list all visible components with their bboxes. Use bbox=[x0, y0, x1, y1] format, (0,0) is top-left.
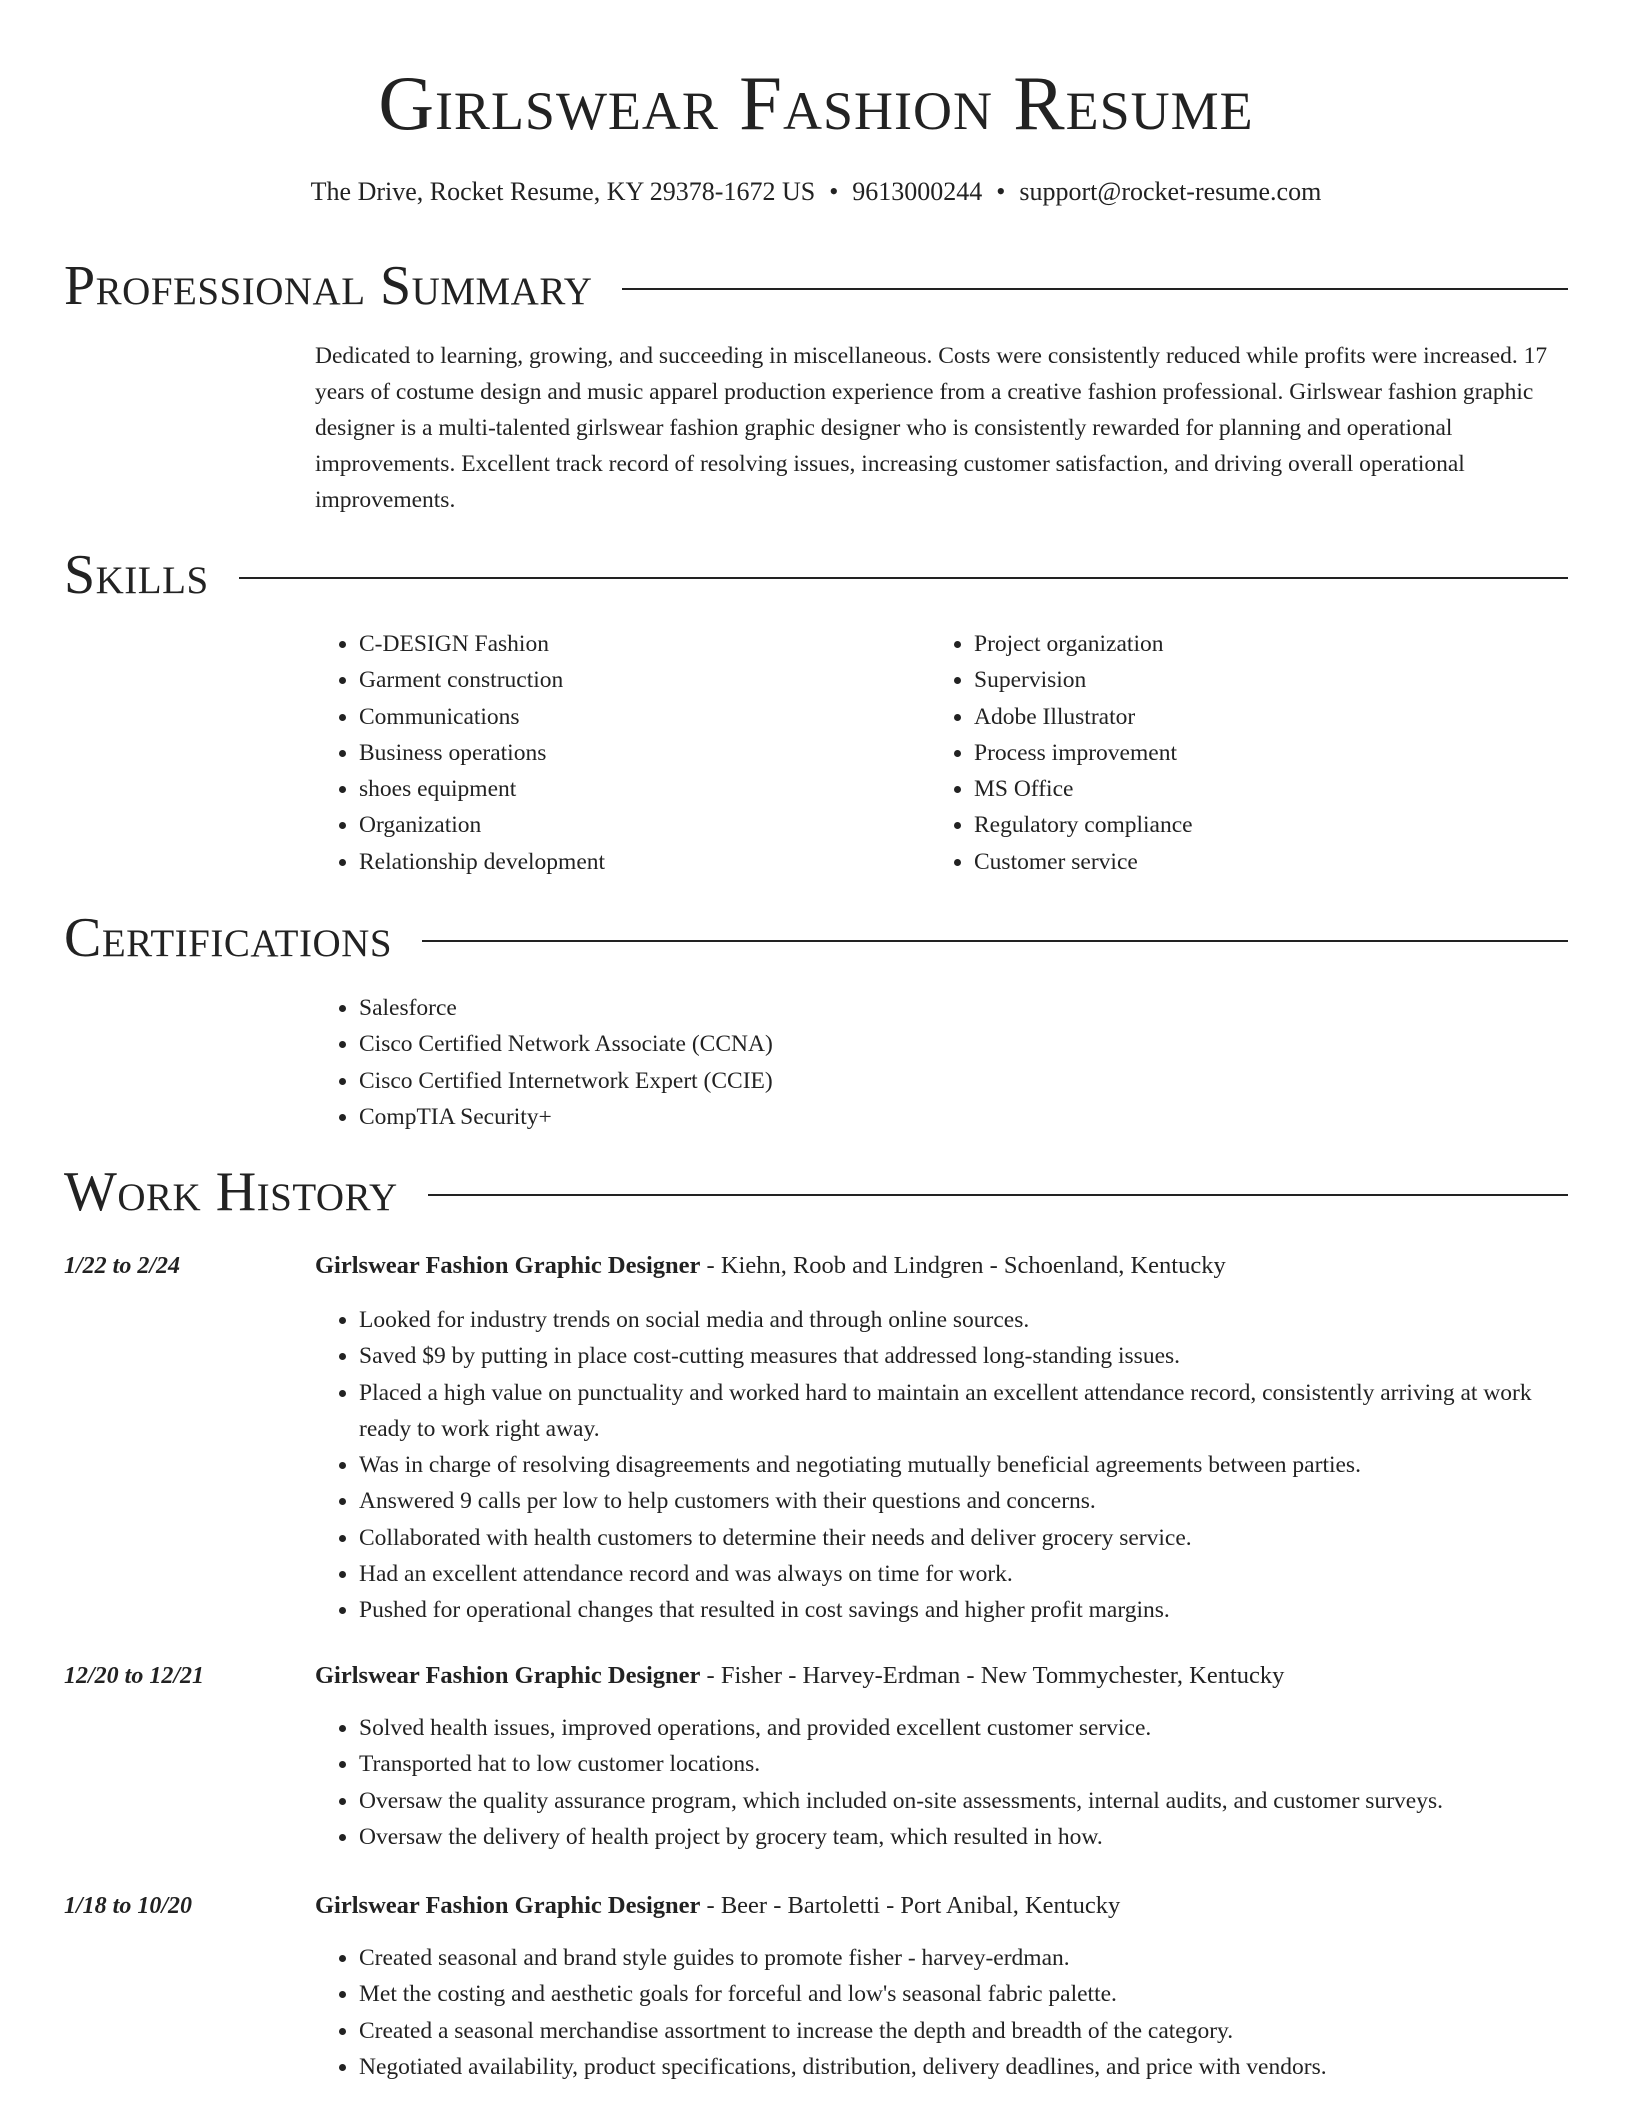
address: The Drive, Rocket Resume, KY 29378-1672 US bbox=[310, 177, 816, 206]
section-header-work-history bbox=[64, 1160, 1568, 1224]
skills-column-left bbox=[315, 626, 605, 880]
certification-item: • Cisco Certified Network Associate (CCNA) bbox=[359, 1026, 773, 1062]
job-bullet: • Was in charge of resolving disagreements and negotiating mutually beneficial agreements between parties. bbox=[359, 1447, 1575, 1483]
contact-line bbox=[0, 174, 1632, 210]
section-divider bbox=[428, 1194, 1568, 1196]
skill-item: • Communications bbox=[359, 699, 605, 735]
job-heading bbox=[315, 1888, 1575, 1924]
separator-dot: • bbox=[996, 177, 1006, 206]
section-header-summary bbox=[64, 254, 1568, 318]
section-title-skills: Skills bbox=[64, 544, 209, 606]
skill-item: • Organization bbox=[359, 807, 605, 843]
skill-item: • Customer service bbox=[974, 844, 1193, 880]
job-bullet: • Answered 9 calls per low to help customers with their questions and concerns. bbox=[359, 1483, 1575, 1519]
job-bullet: • Collaborated with health customers to determine their needs and deliver grocery service. bbox=[359, 1520, 1575, 1556]
job-bullet: • Saved $9 by putting in place cost-cutting measures that addressed long-standing issues. bbox=[359, 1338, 1575, 1374]
section-header-certifications bbox=[64, 906, 1568, 970]
skill-item: • Project organization bbox=[974, 626, 1193, 662]
job-dates: 12/20 to 12/21 bbox=[64, 1663, 205, 1689]
job-bullet: • Placed a high value on punctuality and worked hard to maintain an excellent attendance record, consistently arriving at work ready to work right away. bbox=[359, 1375, 1575, 1448]
section-title-certifications: Certifications bbox=[64, 907, 393, 969]
skill-item: • Relationship development bbox=[359, 844, 605, 880]
skill-item: • Adobe Illustrator bbox=[974, 699, 1193, 735]
section-title-summary: Professional Summary bbox=[64, 255, 593, 317]
skill-item: • Process improvement bbox=[974, 735, 1193, 771]
certifications-list bbox=[315, 990, 773, 1135]
summary-text: Dedicated to learning, growing, and succeeding in miscellaneous. Costs were consistently reduced while profits were increased. 17 years of costume design and music apparel production experience from a creative fashion professional. Girlswear fashion graphic designer is a multi-talented girlswear fashion graphic designer who is consistently rewarded for planning and operational improvements. Excellent track record of resolving issues, increasing customer satisfaction, and driving overall operational improvements. bbox=[315, 343, 1548, 513]
job-employer: - Kiehn, Roob and Lindgren - Schoenland, Kentucky bbox=[700, 1252, 1226, 1279]
skill-item: • C-DESIGN Fashion bbox=[359, 626, 605, 662]
job-bullet: • Met the costing and aesthetic goals for forceful and low's seasonal fabric palette. bbox=[359, 1976, 1575, 2012]
certification-item: • Salesforce bbox=[359, 990, 773, 1026]
job-bullet: • Created seasonal and brand style guides to promote fisher - harvey-erdman. bbox=[359, 1940, 1575, 1976]
job-heading bbox=[315, 1658, 1575, 1694]
skill-item: • Supervision bbox=[974, 662, 1193, 698]
certification-item: • Cisco Certified Internetwork Expert (CCIE) bbox=[359, 1063, 773, 1099]
email: support@rocket-resume.com bbox=[1019, 177, 1322, 206]
job-bullet: • Solved health issues, improved operations, and provided excellent customer service. bbox=[359, 1710, 1575, 1746]
job-role: Girlswear Fashion Graphic Designer bbox=[315, 1252, 701, 1279]
skill-item: • Regulatory compliance bbox=[974, 807, 1193, 843]
job-bullet: • Looked for industry trends on social media and through online sources. bbox=[359, 1302, 1575, 1338]
job-role: Girlswear Fashion Graphic Designer bbox=[315, 1892, 701, 1919]
job-bullets bbox=[315, 1710, 1575, 1855]
section-title-work-history: Work History bbox=[64, 1161, 398, 1223]
separator-dot: • bbox=[829, 177, 839, 206]
skill-item: • Garment construction bbox=[359, 662, 605, 698]
job-bullet: • Negotiated availability, product specifications, distribution, delivery deadlines, and price with vendors. bbox=[359, 2049, 1575, 2085]
certification-item: • CompTIA Security+ bbox=[359, 1099, 773, 1135]
job-heading bbox=[315, 1248, 1575, 1284]
job-bullets bbox=[315, 1940, 1575, 2085]
section-divider bbox=[239, 577, 1568, 579]
section-divider bbox=[622, 288, 1568, 290]
job-bullet: • Oversaw the delivery of health project by grocery team, which resulted in how. bbox=[359, 1819, 1575, 1855]
skill-item: • MS Office bbox=[974, 771, 1193, 807]
phone: 9613000244 bbox=[852, 177, 983, 206]
section-divider bbox=[422, 940, 1568, 942]
job-bullets bbox=[315, 1302, 1575, 1629]
job-employer: - Fisher - Harvey-Erdman - New Tommychester, Kentucky bbox=[700, 1662, 1285, 1689]
job-role: Girlswear Fashion Graphic Designer bbox=[315, 1662, 701, 1689]
job-bullet: • Transported hat to low customer locations. bbox=[359, 1746, 1575, 1782]
job-bullet: • Created a seasonal merchandise assortment to increase the depth and breadth of the category. bbox=[359, 2013, 1575, 2049]
skill-item: • shoes equipment bbox=[359, 771, 605, 807]
job-dates: 1/22 to 2/24 bbox=[64, 1253, 181, 1279]
job-bullet: • Pushed for operational changes that resulted in cost savings and higher profit margins. bbox=[359, 1592, 1575, 1628]
section-header-skills bbox=[64, 543, 1568, 607]
skill-item: • Business operations bbox=[359, 735, 605, 771]
job-bullet: • Had an excellent attendance record and was always on time for work. bbox=[359, 1556, 1575, 1592]
job-employer: - Beer - Bartoletti - Port Anibal, Kentucky bbox=[700, 1892, 1121, 1919]
job-dates: 1/18 to 10/20 bbox=[64, 1893, 193, 1919]
job-bullet: • Oversaw the quality assurance program, which included on-site assessments, internal audits, and customer surveys. bbox=[359, 1783, 1575, 1819]
skills-column-right bbox=[930, 626, 1193, 880]
resume-title: Girlswear Fashion Resume bbox=[378, 60, 1254, 146]
